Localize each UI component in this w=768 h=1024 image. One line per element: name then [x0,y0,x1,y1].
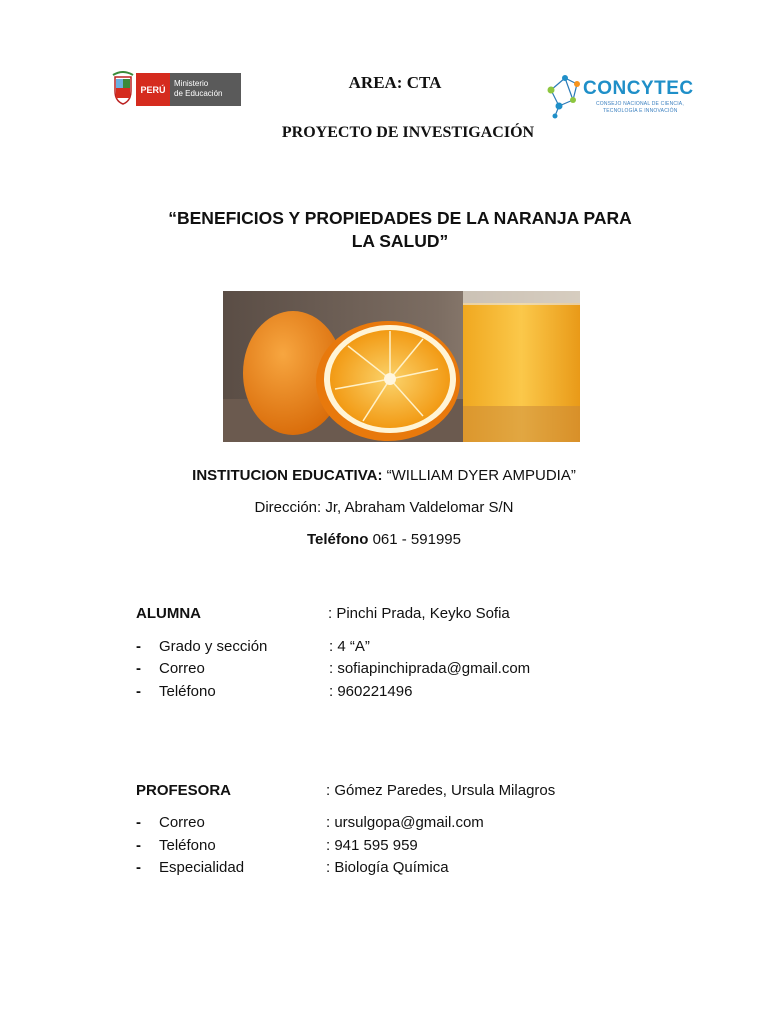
concytec-subtitle-1: CONSEJO NACIONAL DE CIENCIA, [596,101,684,107]
student-email-value: : sofiapinchiprada@gmail.com [329,660,531,677]
ministry-line-2: de Educación [174,89,223,98]
document-title [160,207,640,253]
oranges-photo [223,291,580,442]
teacher-name: : Gómez Paredes, Ursula Milagros [326,782,556,799]
student-email-label: Correo [159,660,205,677]
area-heading [0,73,768,93]
teacher-email-label: Correo [159,814,205,831]
teacher-email-value: : ursulgopa@gmail.com [326,814,484,831]
student-phone-label: Teléfono [159,683,216,700]
institution-name: “WILLIAM DYER AMPUDIA” [386,467,576,484]
student-grade-value: : 4 “A” [329,638,370,655]
teacher-specialty-value: : Biología Química [326,859,449,876]
concytec-subtitle-2: TECNOLOGÍA E INNOVACIÓN [603,108,678,114]
title-line-2: LA SALUD” [351,231,449,251]
student-phone-value: : 960221496 [329,683,413,700]
field-dash: - [136,638,141,655]
peru-label: PERÚ [136,73,170,106]
teacher-phone-label: Teléfono [159,837,216,854]
phone-value: 061 - 591995 [372,531,461,548]
project-type-text: PROYECTO DE INVESTIGACIÓN [281,124,535,141]
concytec-wordmark: CONCYTEC [583,78,694,99]
field-dash: - [136,859,141,876]
teacher-phone-value: : 941 595 959 [326,837,418,854]
student-role-label: ALUMNA [136,605,201,622]
field-dash: - [136,837,141,854]
student-grade-label: Grado y sección [159,638,268,655]
student-name: : Pinchi Prada, Keyko Sofia [328,605,510,622]
address-line: Dirección: Jr, Abraham Valdelomar S/N [254,499,514,516]
phone-line [0,531,768,548]
field-dash: - [136,660,141,677]
title-line-1: “BENEFICIOS Y PROPIEDADES DE LA NARANJA PARA [168,208,632,228]
phone-label: Teléfono [307,531,369,548]
field-dash: - [136,683,141,700]
institution-label: INSTITUCION EDUCATIVA: [192,467,383,484]
teacher-specialty-label: Especialidad [159,859,245,876]
teacher-role-label: PROFESORA [136,782,232,799]
field-dash: - [136,814,141,831]
project-type-heading [0,124,768,142]
ministry-line-1: Ministerio [174,79,209,88]
institution-line [0,467,768,484]
area-text: AREA: CTA [348,73,442,92]
